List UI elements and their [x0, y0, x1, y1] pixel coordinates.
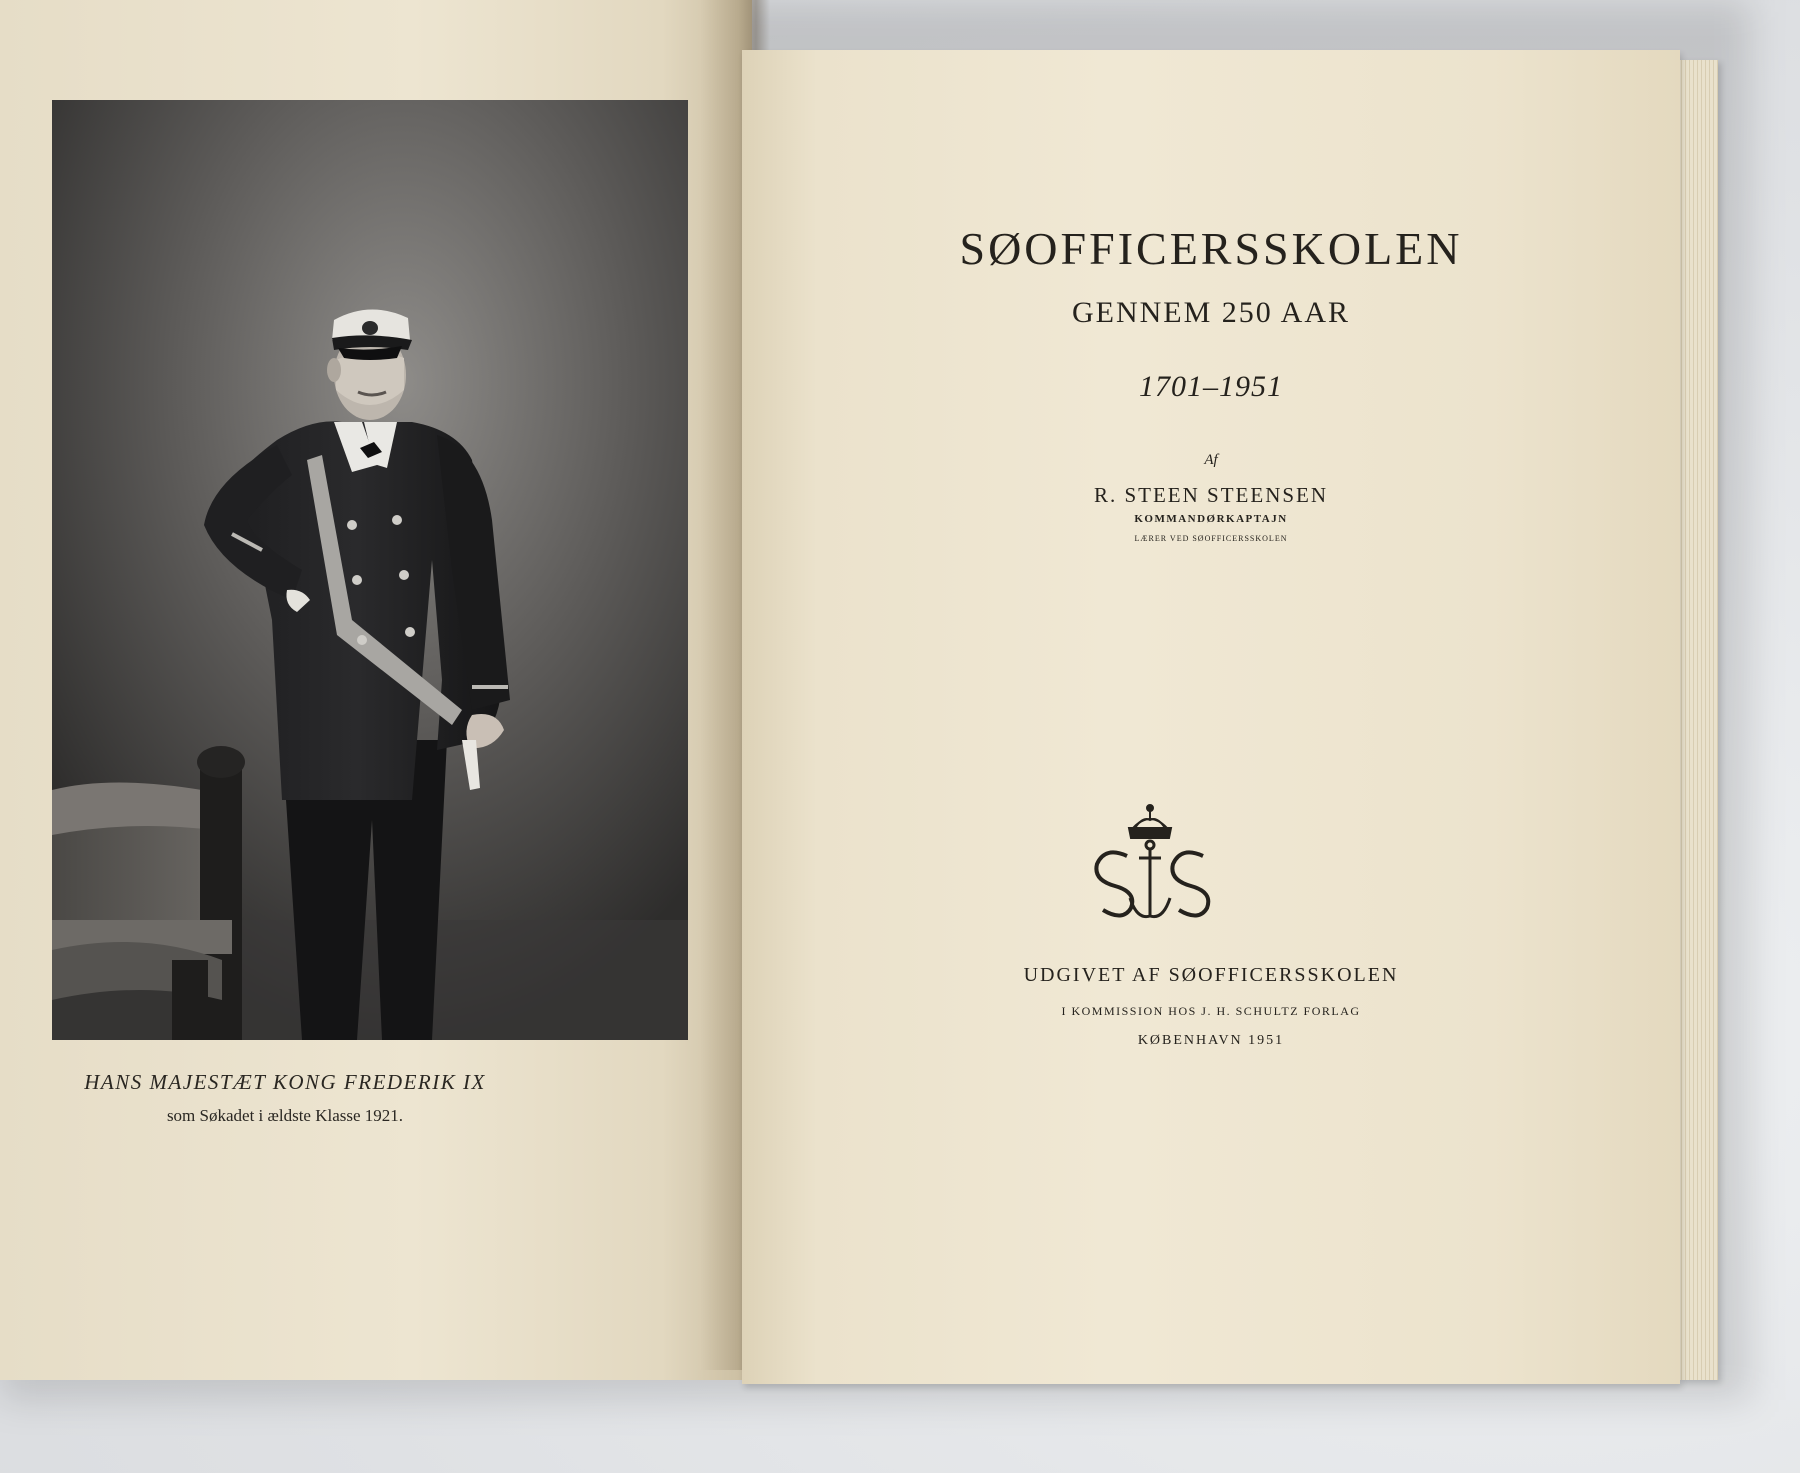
page-edges	[1678, 60, 1718, 1380]
portrait-illustration	[52, 100, 688, 1040]
publisher: UDGIVET AF SØOFFICERSSKOLEN	[1023, 964, 1399, 986]
commission-line: I KOMMISSION HOS J. H. SCHULTZ FORLAG	[1061, 1004, 1361, 1018]
place-year: KØBENHAVN 1951	[1137, 1033, 1285, 1048]
book-title: SØOFFICERSSKOLEN	[959, 223, 1463, 274]
book-years: 1701–1951	[1139, 370, 1283, 403]
author-rank: KOMMANDØRKAPTAJN	[1134, 513, 1288, 525]
author-role: LÆRER VED SØOFFICERSSKOLEN	[1134, 534, 1288, 543]
book-subtitle: GENNEM 250 AAR	[1071, 296, 1350, 329]
author-name: R. STEEN STEENSEN	[1093, 483, 1329, 507]
left-page	[0, 0, 752, 1380]
photo-caption-subtitle: som Søkadet i ældste Klasse 1921.	[166, 1106, 404, 1125]
portrait-photograph	[52, 100, 688, 1040]
by-label: Af	[1204, 452, 1218, 468]
crown-anchor-monogram-icon	[1085, 798, 1215, 928]
photo-caption-title: HANS MAJESTÆT KONG FREDERIK IX	[84, 1070, 486, 1094]
